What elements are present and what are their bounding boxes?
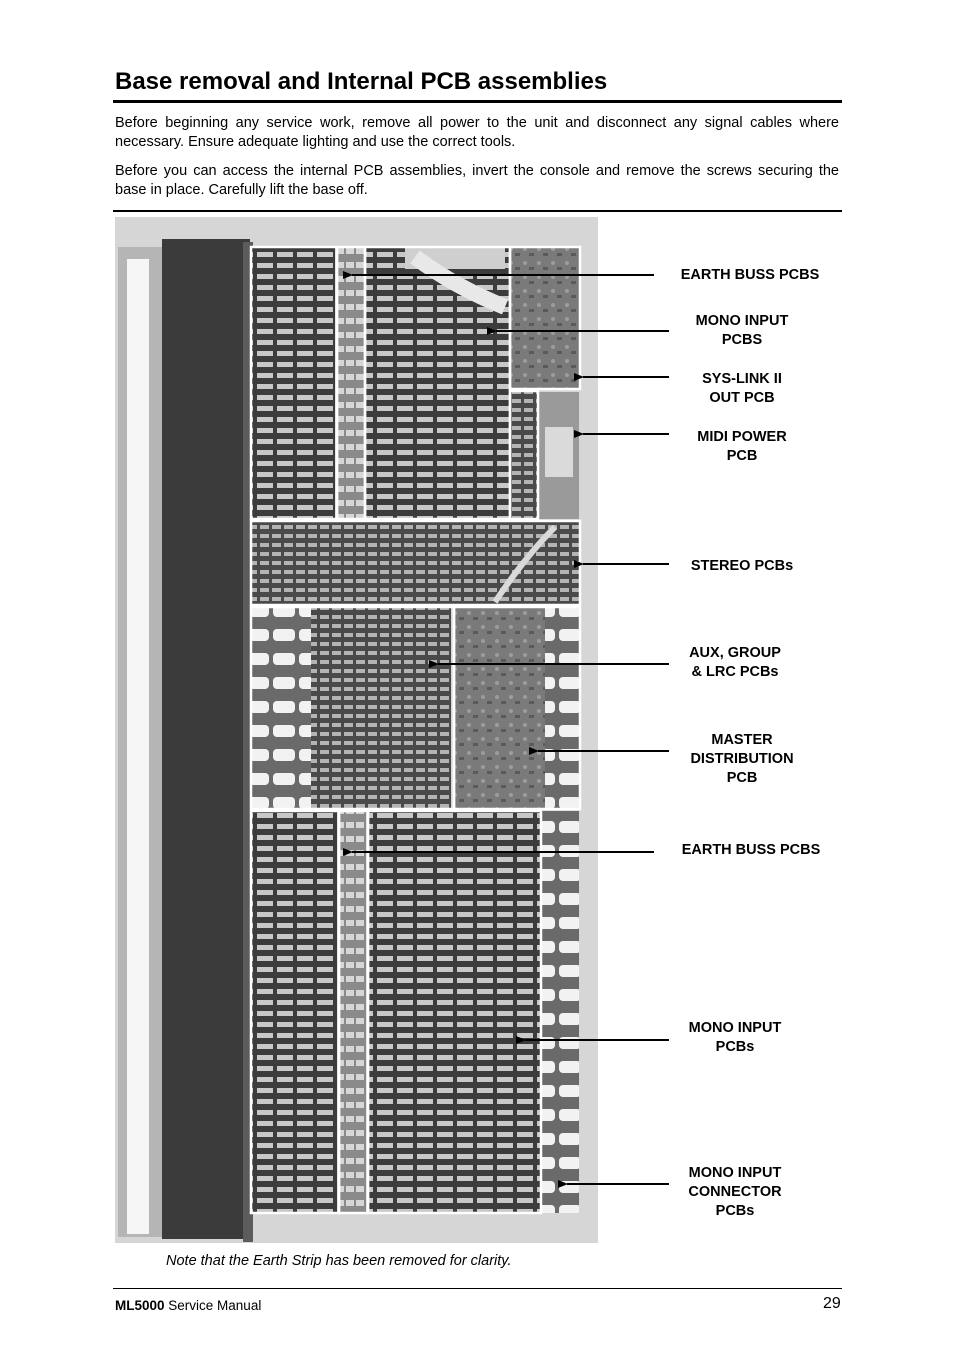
label-master-distribution: MASTER DISTRIBUTION PCB [690,732,794,786]
label-connector: MONO INPUT CONNECTOR PCBs [688,1165,782,1219]
intro-paragraph-2: Before you can access the internal PCB assemblies, invert the console and remove the screws securing the base in place. Carefully lift the base off. [115,163,839,198]
footer-product: ML5000 [115,1298,165,1313]
page-title: Base removal and Internal PCB assemblies [115,68,608,95]
footer-manual-title [115,1298,261,1313]
label-stereo: STEREO PCBs [690,558,794,574]
label-mono-input-bottom: MONO INPUT PCBs [688,1020,782,1055]
label-syslink: SYS-LINK II OUT PCB [702,371,782,406]
page-number: 29 [823,1295,841,1312]
intro-paragraph-1: Before beginning any service work, remove all power to the unit and disconnect any signal cables where necessary. Ensure adequate lighting and use the correct tools. [115,115,839,150]
label-midi-power: MIDI POWER PCB [697,429,787,464]
footer-doc: Service Manual [164,1298,262,1313]
footer-rule [113,1288,842,1289]
figure-caption: Note that the Earth Strip has been removed for clarity. [166,1253,512,1269]
label-earth-buss-top: EARTH BUSS PCBS [680,267,820,283]
label-aux-group: AUX, GROUP & LRC PCBs [689,645,781,680]
label-earth-buss-bottom: EARTH BUSS PCBS [681,842,821,858]
label-mono-input-top: MONO INPUT PCBS [695,313,789,348]
